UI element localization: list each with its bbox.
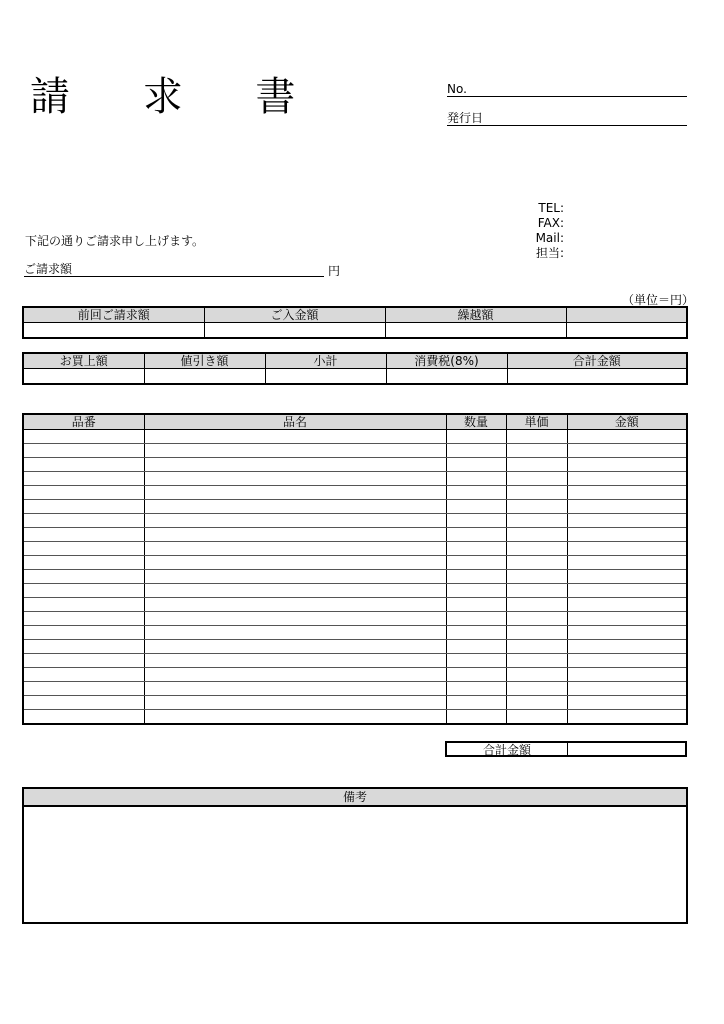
item-code-cell[interactable] — [23, 654, 144, 668]
amount-cell[interactable] — [567, 542, 687, 556]
quantity-cell[interactable] — [446, 598, 506, 612]
item-name-cell[interactable] — [144, 430, 446, 444]
amount-cell[interactable] — [567, 640, 687, 654]
table-row — [23, 430, 687, 444]
quantity-cell[interactable] — [446, 682, 506, 696]
unit-price-cell[interactable] — [506, 682, 567, 696]
quantity-cell[interactable] — [446, 514, 506, 528]
notes-box[interactable] — [22, 787, 688, 924]
summary-table-1 — [22, 306, 688, 339]
item-code-cell[interactable] — [23, 500, 144, 514]
table-row — [23, 528, 687, 542]
items-total — [445, 741, 687, 757]
item-code-cell[interactable] — [23, 486, 144, 500]
item-code-cell[interactable] — [23, 556, 144, 570]
item-name-cell[interactable] — [144, 486, 446, 500]
unit-price-cell[interactable] — [506, 654, 567, 668]
table-row — [23, 710, 687, 725]
item-name-cell[interactable] — [144, 640, 446, 654]
grand-total-header: 合計金額 — [507, 353, 687, 369]
subtotal-header: 小計 — [265, 353, 386, 369]
unit-note: （単位＝円） — [622, 293, 695, 307]
items-total-label: 合計金額 — [447, 743, 568, 755]
amount-cell[interactable] — [567, 654, 687, 668]
unit-price-cell[interactable] — [506, 430, 567, 444]
tax-cell[interactable] — [386, 369, 507, 385]
unit-price-cell[interactable] — [506, 640, 567, 654]
item-code-cell[interactable] — [23, 458, 144, 472]
document-title: 請 求 書 — [30, 74, 326, 120]
item-name-cell[interactable] — [144, 626, 446, 640]
table-row — [23, 640, 687, 654]
item-name-cell[interactable] — [144, 598, 446, 612]
unit-price-cell[interactable] — [506, 710, 567, 725]
amount-cell[interactable] — [567, 584, 687, 598]
unit-price-cell[interactable] — [506, 542, 567, 556]
item-name-cell[interactable] — [144, 514, 446, 528]
item-name-cell[interactable] — [144, 584, 446, 598]
quantity-cell[interactable] — [446, 696, 506, 710]
quantity-cell[interactable] — [446, 584, 506, 598]
tax-header: 消費税(8%) — [386, 353, 507, 369]
amount-cell[interactable] — [567, 626, 687, 640]
quantity-cell[interactable] — [446, 472, 506, 486]
discount-header: 値引き額 — [144, 353, 265, 369]
fax-label: FAX: — [537, 216, 564, 230]
item-name-cell[interactable] — [144, 542, 446, 556]
quantity-cell[interactable] — [446, 458, 506, 472]
unit-price-cell[interactable] — [506, 500, 567, 514]
quantity-cell[interactable] — [446, 486, 506, 500]
item-rows — [23, 430, 687, 725]
item-name-cell[interactable] — [144, 458, 446, 472]
item-name-cell[interactable] — [144, 682, 446, 696]
table-row — [23, 654, 687, 668]
discount-cell[interactable] — [144, 369, 265, 385]
person-label: 担当: — [535, 246, 564, 260]
item-code-cell[interactable] — [23, 430, 144, 444]
amount-cell[interactable] — [567, 444, 687, 458]
item-code-cell[interactable] — [23, 696, 144, 710]
item-code-cell[interactable] — [23, 668, 144, 682]
table-row — [23, 612, 687, 626]
quantity-cell[interactable] — [446, 626, 506, 640]
item-code-cell[interactable] — [23, 542, 144, 556]
tel-label: TEL: — [538, 201, 564, 215]
billing-currency: 円 — [328, 264, 341, 278]
quantity-cell[interactable] — [446, 654, 506, 668]
table-row — [23, 570, 687, 584]
invoice-number-label: No. — [447, 82, 467, 96]
item-name-cell[interactable] — [144, 570, 446, 584]
table-row — [23, 584, 687, 598]
unit-price-header: 単価 — [506, 414, 567, 430]
table-row — [23, 458, 687, 472]
item-name-cell[interactable] — [144, 612, 446, 626]
invoice-number-field[interactable] — [447, 82, 687, 97]
amount-cell[interactable] — [567, 500, 687, 514]
table-row — [23, 598, 687, 612]
item-name-cell[interactable] — [144, 654, 446, 668]
table-row — [23, 486, 687, 500]
item-name-header: 品名 — [144, 414, 446, 430]
carryover-cell[interactable] — [385, 323, 566, 339]
item-code-cell[interactable] — [23, 626, 144, 640]
unit-price-cell[interactable] — [506, 626, 567, 640]
quantity-cell[interactable] — [446, 556, 506, 570]
item-name-cell[interactable] — [144, 668, 446, 682]
amount-cell[interactable] — [567, 682, 687, 696]
item-code-header: 品番 — [23, 414, 144, 430]
purchase-amount-cell[interactable] — [23, 369, 144, 385]
item-code-cell[interactable] — [23, 612, 144, 626]
table-row — [23, 444, 687, 458]
unit-price-cell[interactable] — [506, 612, 567, 626]
items-table — [22, 413, 688, 725]
payment-received-header: ご入金額 — [204, 307, 385, 323]
item-code-cell[interactable] — [23, 514, 144, 528]
item-code-cell[interactable] — [23, 682, 144, 696]
quantity-cell[interactable] — [446, 542, 506, 556]
unit-price-cell[interactable] — [506, 444, 567, 458]
unit-price-cell[interactable] — [506, 458, 567, 472]
table-row — [23, 668, 687, 682]
item-code-cell[interactable] — [23, 710, 144, 725]
amount-cell[interactable] — [567, 556, 687, 570]
notes-header: 備考 — [24, 789, 686, 807]
table-row — [23, 626, 687, 640]
item-code-cell[interactable] — [23, 472, 144, 486]
contact-block — [510, 201, 564, 261]
quantity-cell[interactable] — [446, 612, 506, 626]
table-row — [23, 696, 687, 710]
amount-cell[interactable] — [567, 668, 687, 682]
issue-date-label: 発行日 — [447, 111, 484, 125]
item-code-cell[interactable] — [23, 584, 144, 598]
issue-date-field[interactable] — [447, 111, 687, 126]
quantity-cell[interactable] — [446, 500, 506, 514]
quantity-cell[interactable] — [446, 444, 506, 458]
item-name-cell[interactable] — [144, 710, 446, 725]
payment-received-cell[interactable] — [204, 323, 385, 339]
table-row — [23, 472, 687, 486]
amount-cell[interactable] — [567, 472, 687, 486]
quantity-header: 数量 — [446, 414, 506, 430]
amount-cell[interactable] — [567, 570, 687, 584]
mail-label: Mail: — [535, 231, 564, 245]
quantity-cell[interactable] — [446, 668, 506, 682]
unit-price-cell[interactable] — [506, 696, 567, 710]
item-name-cell[interactable] — [144, 500, 446, 514]
unit-price-cell[interactable] — [506, 514, 567, 528]
item-code-cell[interactable] — [23, 570, 144, 584]
quantity-cell[interactable] — [446, 528, 506, 542]
table-row — [23, 500, 687, 514]
amount-header: 金額 — [567, 414, 687, 430]
summary-table-2 — [22, 352, 688, 385]
previous-billing-header: 前回ご請求額 — [23, 307, 204, 323]
table-row — [23, 682, 687, 696]
table-row — [23, 514, 687, 528]
blank-header — [566, 307, 687, 323]
item-code-cell[interactable] — [23, 598, 144, 612]
item-code-cell[interactable] — [23, 444, 144, 458]
unit-price-cell[interactable] — [506, 472, 567, 486]
amount-cell[interactable] — [567, 710, 687, 725]
unit-price-cell[interactable] — [506, 570, 567, 584]
unit-price-cell[interactable] — [506, 584, 567, 598]
amount-cell[interactable] — [567, 528, 687, 542]
quantity-cell[interactable] — [446, 430, 506, 444]
unit-price-cell[interactable] — [506, 486, 567, 500]
item-name-cell[interactable] — [144, 444, 446, 458]
billing-label: ご請求額 — [24, 262, 73, 276]
item-name-cell[interactable] — [144, 472, 446, 486]
amount-cell[interactable] — [567, 612, 687, 626]
quantity-cell[interactable] — [446, 710, 506, 725]
item-name-cell[interactable] — [144, 556, 446, 570]
billing-amount-field[interactable] — [24, 262, 324, 277]
item-name-cell[interactable] — [144, 696, 446, 710]
amount-cell[interactable] — [567, 514, 687, 528]
unit-price-cell[interactable] — [506, 528, 567, 542]
amount-cell[interactable] — [567, 430, 687, 444]
amount-cell[interactable] — [567, 486, 687, 500]
unit-price-cell[interactable] — [506, 556, 567, 570]
blank-cell[interactable] — [566, 323, 687, 339]
table-row — [23, 542, 687, 556]
purchase-amount-header: お買上額 — [23, 353, 144, 369]
unit-price-cell[interactable] — [506, 598, 567, 612]
table-row — [23, 556, 687, 570]
unit-price-cell[interactable] — [506, 668, 567, 682]
subtotal-cell[interactable] — [265, 369, 386, 385]
grand-total-cell[interactable] — [507, 369, 687, 385]
quantity-cell[interactable] — [446, 570, 506, 584]
amount-cell[interactable] — [567, 458, 687, 472]
item-code-cell[interactable] — [23, 528, 144, 542]
item-name-cell[interactable] — [144, 528, 446, 542]
item-code-cell[interactable] — [23, 640, 144, 654]
quantity-cell[interactable] — [446, 640, 506, 654]
amount-cell[interactable] — [567, 598, 687, 612]
amount-cell[interactable] — [567, 696, 687, 710]
carryover-header: 繰越額 — [385, 307, 566, 323]
greeting-text: 下記の通りご請求申し上げます。 — [25, 234, 205, 248]
previous-billing-cell[interactable] — [23, 323, 204, 339]
